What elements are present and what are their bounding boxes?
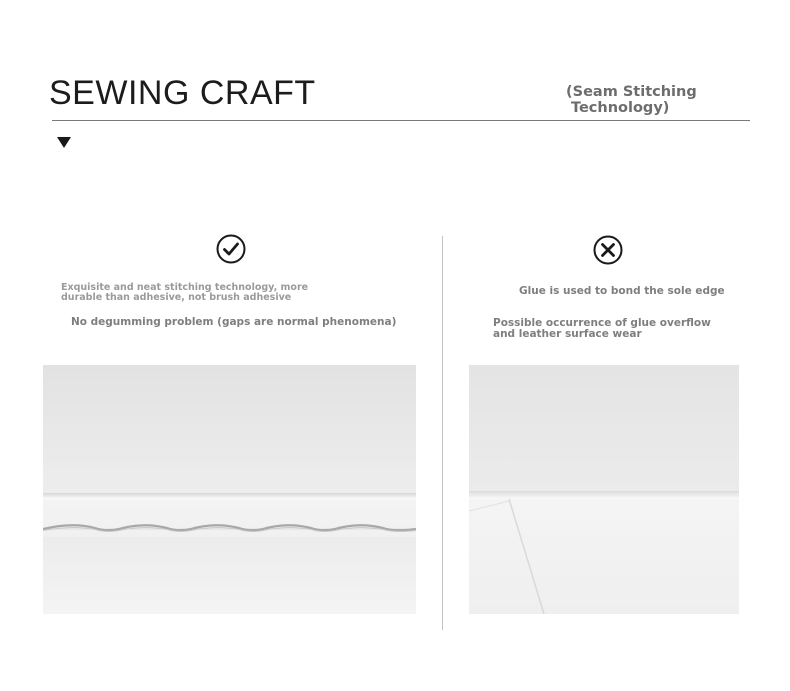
stitched-seam-photo	[43, 365, 416, 614]
checkmark-circle-icon	[216, 234, 246, 264]
glue-overflow-text: Possible occurrence of glue overflow and leather surface wear	[493, 317, 711, 340]
subtitle-line-1: (Seam Stitching	[566, 84, 697, 100]
stitching-benefit-text: Exquisite and neat stitching technology, more durable than adhesive, not brush adhesive	[61, 282, 309, 303]
seam-edge	[43, 493, 416, 502]
stitch-thread-icon	[43, 517, 416, 537]
glue-bond-text: Glue is used to bond the sole edge	[519, 285, 725, 297]
sole-surface	[43, 537, 416, 614]
triangle-down-icon	[57, 137, 71, 148]
column-divider	[442, 236, 443, 630]
glued-edge-photo	[469, 365, 739, 614]
subtitle-line-2: Technology)	[571, 100, 670, 116]
header-divider	[52, 120, 750, 121]
glued-edge	[469, 491, 739, 499]
glue-line-icon	[469, 499, 739, 614]
page-title: SEWING CRAFT	[49, 74, 316, 112]
page-subtitle	[566, 84, 697, 116]
cross-circle-icon	[593, 235, 623, 265]
degumming-note-text: No degumming problem (gaps are normal phenomena)	[71, 316, 397, 328]
